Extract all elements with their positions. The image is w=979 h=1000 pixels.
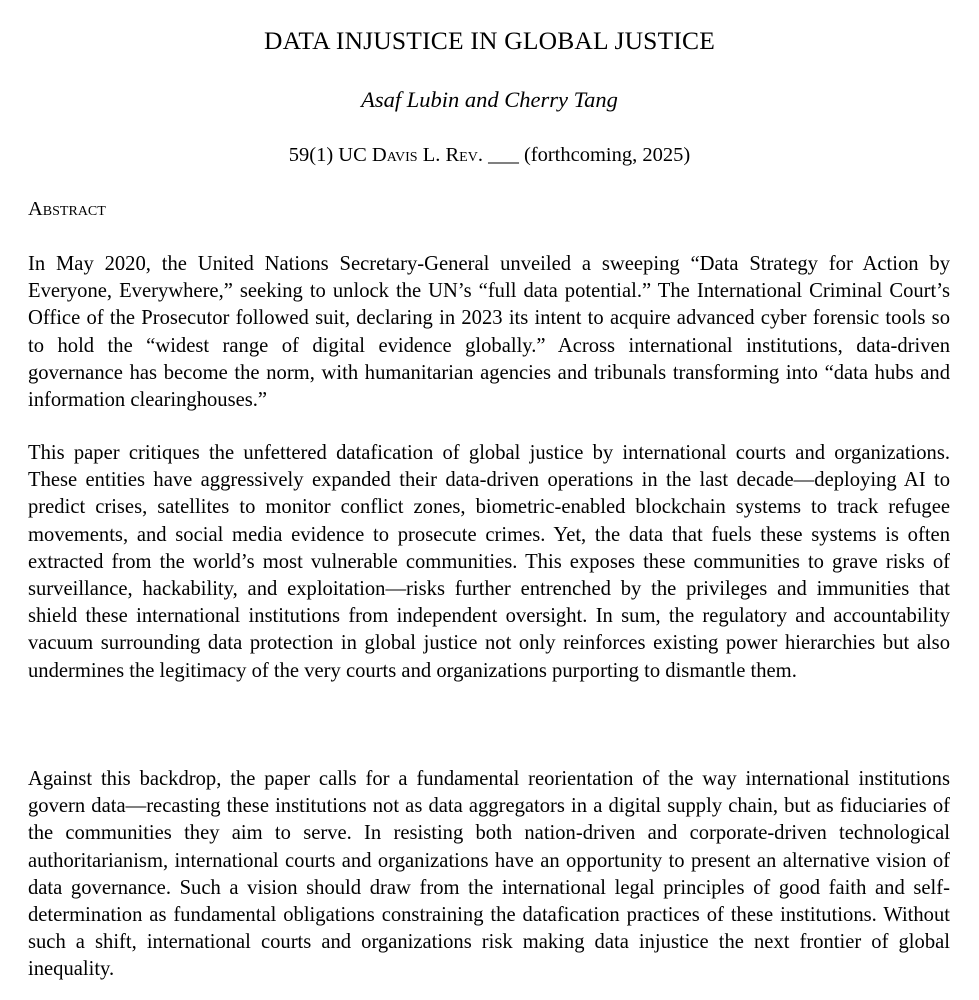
citation-prefix: 59(1) UC xyxy=(288,144,372,166)
abstract-paragraph-2: This paper critiques the unfettered datafication of global justice by international courts and organizations. These entities have aggressively expanded their data-driven operations in the last decade—deploying AI to predict crises, satellites to monitor conflict zones, biometric-enabled blockchain systems to track refugee movements, and social media evidence to prosecute crimes. Yet, the data that fuels these systems is often extracted from the world’s most vulnerable communities. This exposes these communities to grave risks of surveillance, hackability, and exploitation—risks further entrenched by the privileges and immunities that shield these international institutions from independent oversight. In sum, the regulatory and accountability vacuum surrounding data protection in global justice not only reinforces existing power hierarchies but also undermines the legitimacy of the very courts and organizations purporting to dismantle them. xyxy=(28,442,950,682)
citation-suffix: ___ (forthcoming, 2025) xyxy=(482,144,691,166)
abstract-paragraph-3: Against this backdrop, the paper calls for a fundamental reorientation of the way international institutions govern data—recasting these institutions not as data aggregators in a digital supply chain, but as fiduciaries of the communities they aim to serve. In resisting both nation-driven and corporate-driven technological authoritarianism, international courts and organizations have an opportunity to present an alternative vision of data governance. Such a vision should draw from the international legal principles of good faith and self-determination as fundamental obligations constraining the datafication practices of these institutions. Without such a shift, international courts and organizations risk making data injustice the next frontier of global inequality. xyxy=(28,768,950,981)
citation-journal: Davis L. Rev. xyxy=(371,144,483,166)
abstract-heading: Abstract xyxy=(28,198,106,220)
paper-citation xyxy=(0,142,979,168)
abstract-paragraph-1: In May 2020, the United Nations Secretary-General unveiled a sweeping “Data Strategy for Action by Everyone, Everywhere,” seeking to unlock the UN’s “full data potential.” The International Criminal Court’s Office of the Prosecutor followed suit, declaring in 2023 its intent to acquire advanced cyber forensic tools so to hold the “widest range of digital evidence globally.” Across international institutions, data-driven governance has become the norm, with humanitarian agencies and tribunals transforming into “data hubs and information clearinghouses.” xyxy=(28,253,950,412)
paper-title: DATA INJUSTICE IN GLOBAL JUSTICE xyxy=(263,26,716,55)
paper-authors: Asaf Lubin and Cherry Tang xyxy=(361,87,618,112)
